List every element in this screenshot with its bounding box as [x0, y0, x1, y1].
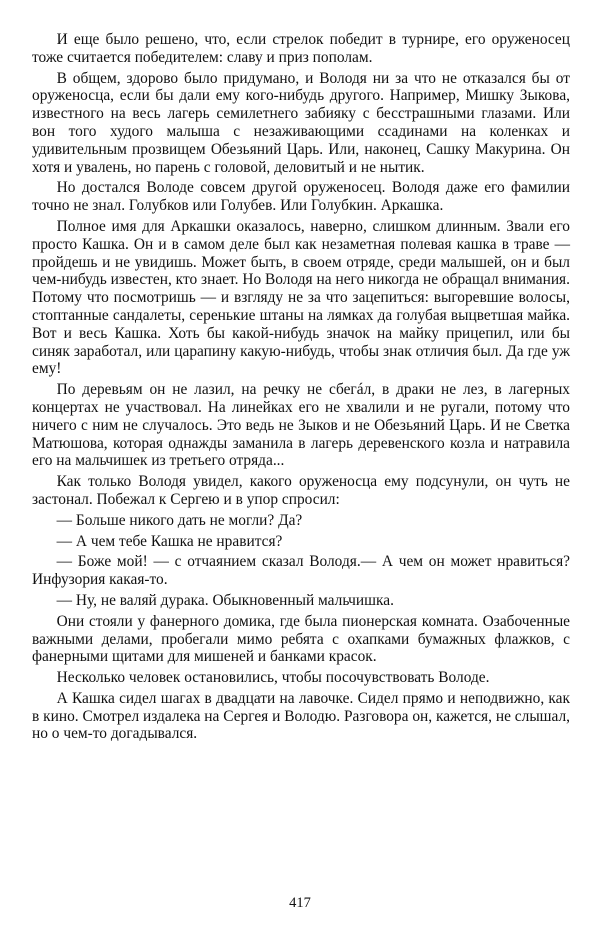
paragraph: В общем, здорово было придумано, и Володя ни за что не отказался бы от оруженосца, если бы дали ему кого-нибудь другого. Например, Мишку Зыкова, известного на весь лагерь семилетнего забияку с бесстрашными глазами. Или вон того худого малыша с незаживающими ссадинами на коленках и удивительным прозвищем Обезьяний Царь. Или, наконец, Сашку Макурина. Он хотя и увалень, но парень с головой, деловитый и не нытик.	[32, 69, 570, 176]
dialog-line: — Ну, не валяй дурака. Обыкновенный мальчишка.	[56, 591, 394, 609]
dialog-line: — А чем тебе Кашка не нравится?	[56, 532, 283, 550]
dialog-line: — Боже мой! — с отчаянием сказал Володя.— А чем он может нравиться? Инфузория какая-то.	[32, 553, 570, 589]
body-text	[32, 31, 570, 743]
paragraph: Но достался Володе совсем другой оруженосец. Володя даже его фамилии точно не знал. Голубков или Голубев. Или Голубкин. Аркашка.	[32, 179, 570, 215]
paragraph: Они стояли у фанерного домика, где была пионерская комната. Озабоченные важными делами, пробегали мимо ребята с охапками бумажных флажков, с фанерными щитами для мишеней и банками красок.	[32, 612, 570, 666]
paragraph: А Кашка сидел шагах в двадцати на лавочке. Сидел прямо и неподвижно, как в кино. Смотрел издалека на Сергея и Володю. Разговора он, кажется, не слышал, но о чем-то догадывался.	[32, 689, 570, 743]
paragraph: По деревьям он не лазил, на речку не сбегáл, в драки не лез, в лагерных концертах не участвовал. На линейках его не хвалили и не ругали, потому что ничего с ним не случалось. Это ведь не Зыков и не Обезьяний Царь. И не Светка Матюшова, которая однажды заманила в лагерь деревенского козла и натравила его на мальчишек из третьего отряда...	[32, 381, 570, 470]
paragraph: Как только Володя увидел, какого оруженосца ему подсунули, он чуть не застонал. Побежал к Сергею и в упор спросил:	[32, 473, 570, 508]
paragraph: Несколько человек остановились, чтобы посочувствовать Володе.	[56, 669, 490, 687]
paragraph: И еще было решено, что, если стрелок победит в турнире, его оруженосец тоже считается победителем: славу и приз пополам.	[32, 31, 570, 66]
page-number: 417	[289, 895, 311, 911]
paragraph: Полное имя для Аркашки оказалось, наверно, слишком длинным. Звали его просто Кашка. Он и в самом деле был как незаметная полевая кашка в траве — пройдешь и не увидишь. Может быть, в своем отряде, среди малышей, он и был чем-нибудь известен, кто знает. Но Володя на него никогда не обращал внимания. Потому что посмотришь — и взгляду не за что зацепиться: выгоревшие волосы, стоптанные сандалеты, серенькие штаны на лямках да голубая выцветшая майка. Вот и весь Кашка. Хоть бы какой-нибудь значок на майку прицепил, или бы синяк заработал, или царапину какую-нибудь, чтобы знак отличия был. Да где уж ему!	[32, 217, 570, 378]
dialog-line: — Больше никого дать не могли? Да?	[56, 511, 303, 529]
